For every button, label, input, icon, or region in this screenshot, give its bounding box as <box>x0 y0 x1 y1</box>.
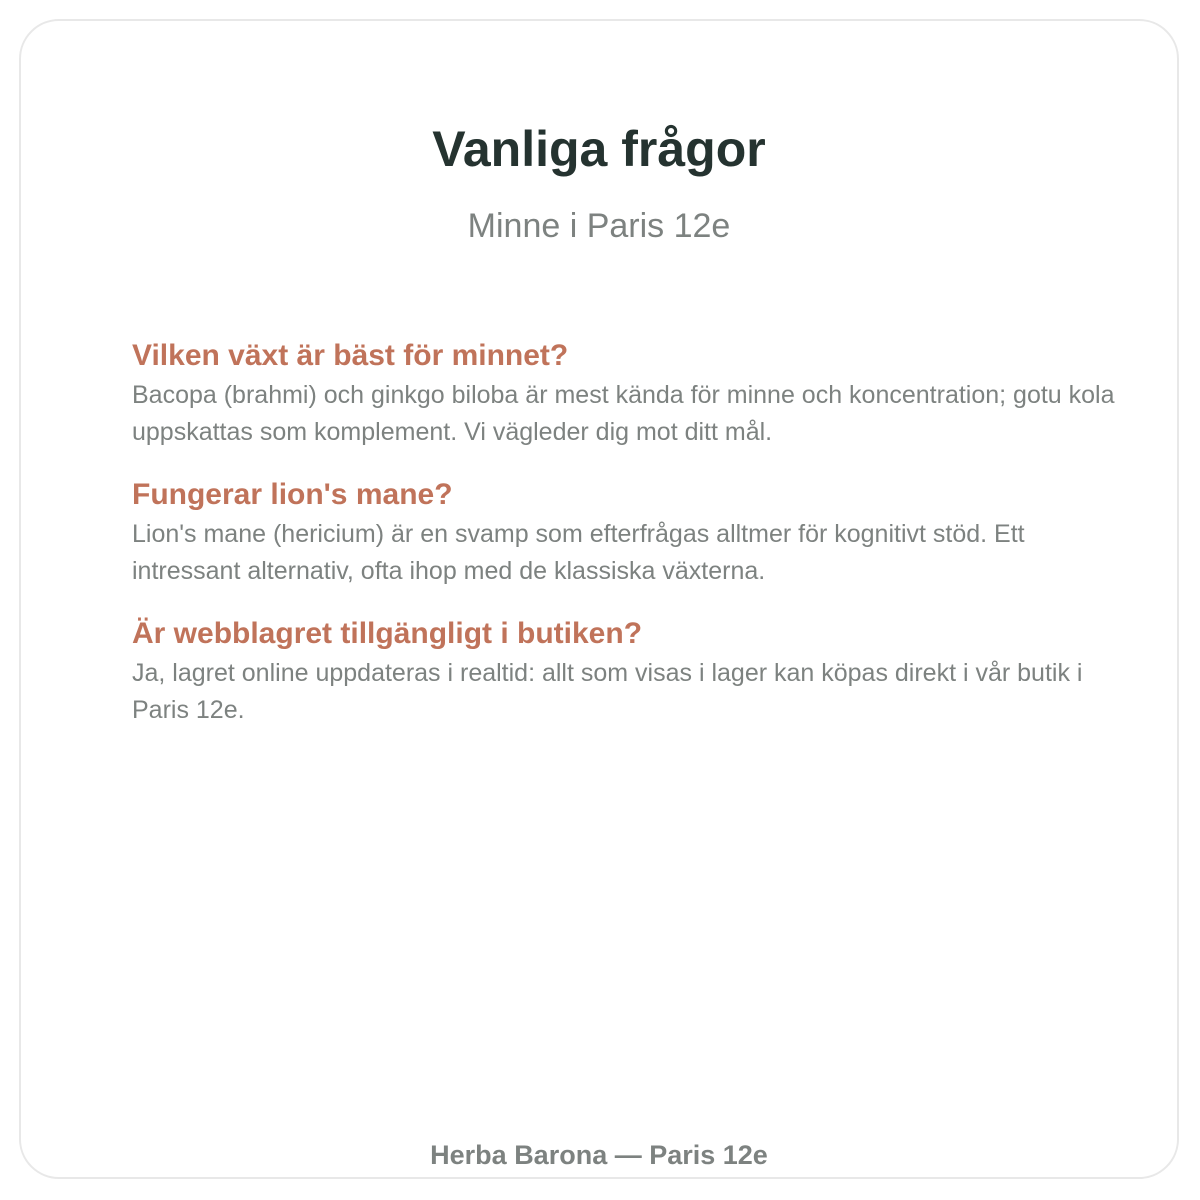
faq-answer: Ja, lagret online uppdateras i realtid: allt som visas i lager kan köpas direkt i vår butik i Paris 12e. <box>132 659 1083 724</box>
faq-card <box>19 19 1179 1179</box>
footer-text: Herba Barona — Paris 12e <box>430 1140 768 1170</box>
page-subtitle: Minne i Paris 12e <box>467 207 731 245</box>
faq-item <box>132 615 1132 729</box>
faq-item <box>132 476 1132 590</box>
page-title: Vanliga frågor <box>432 121 766 177</box>
faq-answer: Bacopa (brahmi) och ginkgo biloba är mest kända för minne och koncentration; gotu kola uppskattas som komplement. Vi vägleder dig mot ditt mål. <box>132 381 1115 446</box>
faq-question: Vilken växt är bäst för minnet? <box>132 339 569 372</box>
faq-item <box>132 337 1132 451</box>
faq-answer: Lion's mane (hericium) är en svamp som efterfrågas alltmer för kognitivt stöd. Ett intressant alternativ, ofta ihop med de klassiska växterna. <box>132 520 1025 585</box>
faq-question: Är webblagret tillgängligt i butiken? <box>132 617 643 650</box>
faq-question: Fungerar lion's mane? <box>132 478 453 511</box>
